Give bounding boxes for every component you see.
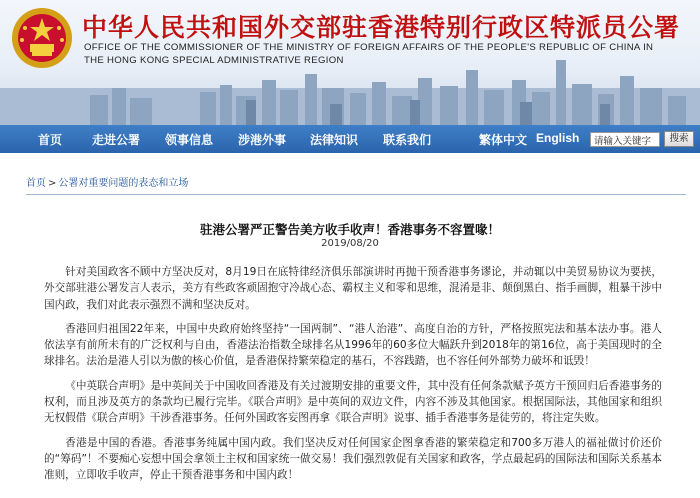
article-date: 2019/08/20 <box>321 238 379 249</box>
article-paragraph: 《中英联合声明》是中英间关于中国收回香港及有关过渡期安排的重要文件，其中没有任何条款赋予英方干预回归后香港事务的权利，而且涉及英方的条款均已履行完毕。《联合声明》是中英间的双边文件，内容不涉及其他国家。根据国际法，其他国家和组织无权假借《联合声明》干涉香港事务。任何外国政客妄图再拿《联合声明》说事、插手香港事务是徒劳的，将注定失败。 <box>44 379 662 425</box>
article-paragraph: 香港回归祖国22年来，中国中央政府始终坚持“一国两制”、“港人治港”、高度自治的方针，严格按照宪法和基本法办事。港人依法享有前所未有的广泛权利与自由，香港法治指数全球排名从1996年的60多位大幅跃升到2018年的第16位，高于美国现时的全球排名。法治是港人引以为傲的核心价值，是香港保持繁荣稳定的基石，不容践踏，也不容任何外部势力破坏和诋毁！ <box>44 322 662 368</box>
breadcrumb-separator: > <box>48 178 57 189</box>
nav-item-english[interactable]: English <box>536 131 580 145</box>
breadcrumb-home-link[interactable]: 首页 <box>26 178 46 189</box>
site-title-english-line2: THE HONG KONG SPECIAL ADMINISTRATIVE REGION <box>84 55 344 66</box>
nav-item-about[interactable]: 走进公署 <box>92 133 141 147</box>
article-paragraph: 针对美国政客不顾中方坚决反对，8月19日在底特律经济俱乐部演讲时再抛干预香港事务谬论，并动辄以中美贸易协议为要挟，外交部驻港公署发言人表示，美方有些政客顽固抱守冷战心态、霸权主义和零和思维，混淆是非、颠倒黑白、指手画脚，粗暴干涉中国内政，我们对此表示强烈不满和坚决反对。 <box>44 266 662 311</box>
main-nav-bar <box>0 125 700 153</box>
header-banner <box>0 0 700 125</box>
site-title-chinese: 中华人民共和国外交部驻香港特别行政区特派员公署 <box>82 13 681 42</box>
breadcrumb-section-link[interactable]: 公署对重要问题的表态和立场 <box>58 178 189 189</box>
search-button[interactable]: 搜索 <box>664 131 694 147</box>
article-headline: 驻港公署严正警告美方收手收声！香港事务不容置喙！ <box>199 222 500 237</box>
breadcrumb <box>26 174 188 189</box>
article-body <box>44 264 662 492</box>
article-paragraph: 香港是中国的香港。香港事务纯属中国内政。我们坚决反对任何国家企图拿香港的繁荣稳定和700多万港人的福祉做讨价还价的“筹码”！不要痴心妄想中国会拿领土主权和国家统一做交易！我们强烈敦促有关国家和政客，学点最起码的国际法和国际关系基本准则，立即收手收声，停止干预香港事务和中国内政！ <box>44 436 662 482</box>
nav-item-law[interactable]: 法律知识 <box>310 133 359 147</box>
nav-item-home[interactable]: 首页 <box>38 133 63 147</box>
nav-item-hk-affairs[interactable]: 涉港外事 <box>238 133 287 147</box>
national-emblem-icon <box>10 6 74 70</box>
nav-item-contact[interactable]: 联系我们 <box>383 133 432 147</box>
breadcrumb-divider <box>26 194 686 195</box>
site-title-english-line1: OFFICE OF THE COMMISSIONER OF THE MINISTRY OF FOREIGN AFFAIRS OF THE PEOPLE'S REPUBLIC OF CHINA IN <box>84 42 654 53</box>
search-input[interactable] <box>590 132 660 147</box>
nav-item-traditional-chinese[interactable]: 繁体中文 <box>479 133 528 147</box>
nav-item-consular[interactable]: 领事信息 <box>165 133 214 147</box>
